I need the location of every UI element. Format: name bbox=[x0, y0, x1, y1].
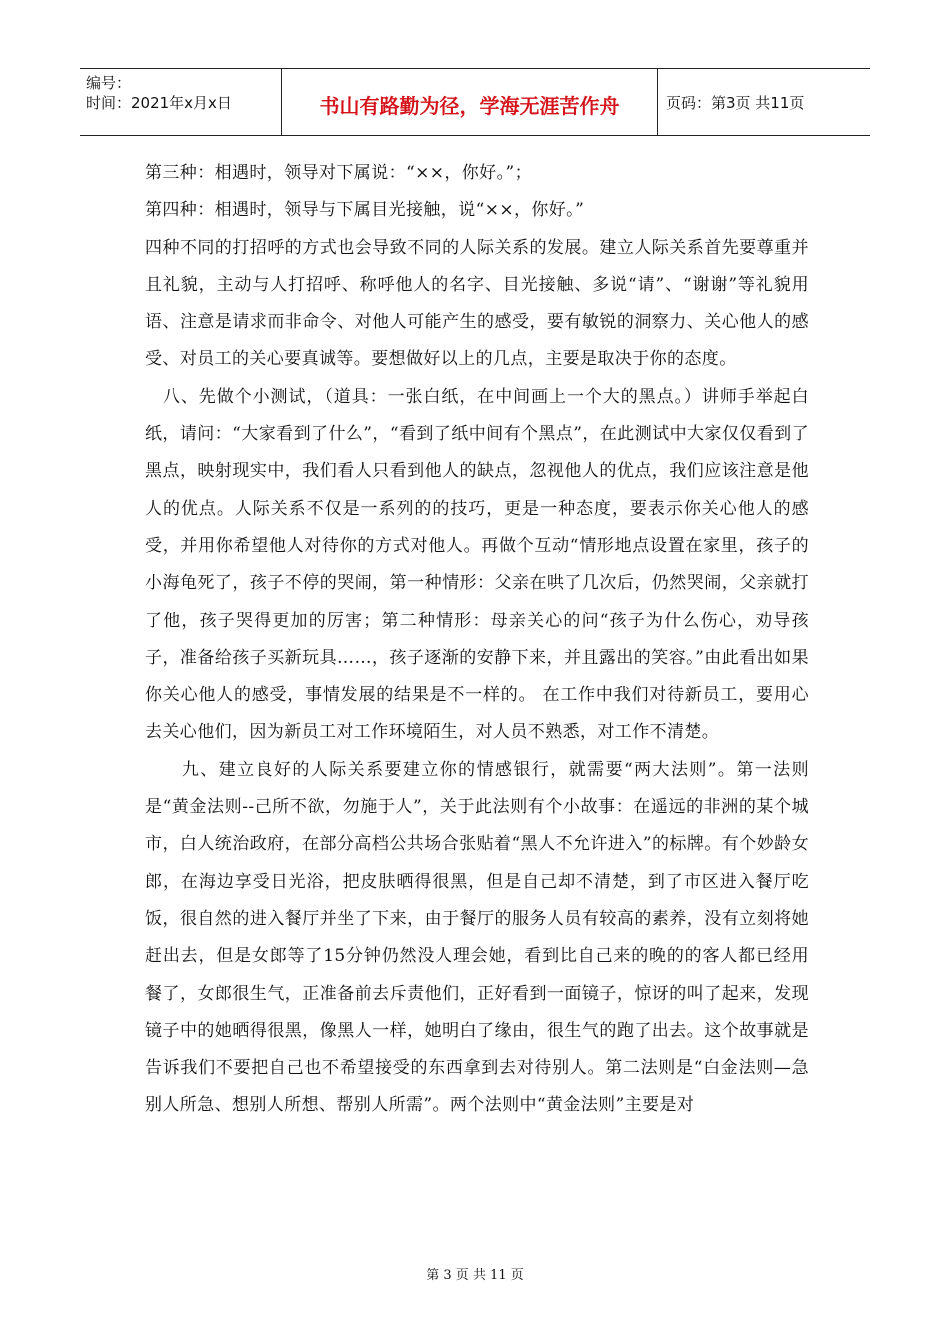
header-info-cell bbox=[80, 69, 282, 135]
header-page-label: 页码：第3页 共11页 bbox=[666, 93, 805, 112]
document-date-label: 时间：2021年x月x日 bbox=[86, 94, 232, 112]
header-motto: 书山有路勤为径，学海无涯苦作舟 bbox=[282, 69, 658, 135]
paragraph: 八、先做个小测试，（道具：一张白纸，在中间画上一个大的黑点。）讲师手举起白纸，请问：“大家看到了什么”，“看到了纸中间有个黑点”，在此测试中大家仅仅看到了黑点，映射现实中，我们看人只看到他人的缺点，忽视他人的优点，我们应该注意是他人的优点。人际关系不仅是一系列的的技巧，更是一种态度，要表示你关心他人的感受，并用你希望他人对待你的方式对他人。再做个互动“情形地点设置在家里，孩子的小海龟死了，孩子不停的哭闹，第一种情形：父亲在哄了几次后，仍然哭闹，父亲就打了他，孩子哭得更加的厉害；第二种情形：母亲关心的问“孩子为什么伤心，劝导孩子，准备给孩子买新玩具……，孩子逐渐的安静下来，并且露出的笑容。”由此看出如果你关心他人的感受，事情发展的结果是不一样的。 在工作中我们对待新员工，要用心去关心他们，因为新员工对工作环境陌生，对人员不熟悉，对工作不清楚。 bbox=[145, 386, 809, 743]
paragraph: 第四种：相遇时，领导与下属目光接触，说“××，你好。” bbox=[145, 200, 585, 221]
page-header bbox=[80, 68, 870, 136]
document-number-label: 编号： bbox=[86, 74, 132, 92]
paragraph: 第三种：相遇时，领导对下属说：“××，你好。”； bbox=[145, 163, 532, 183]
paragraph: 四种不同的打招呼的方式也会导致不同的人际关系的发展。建立人际关系首先要尊重并且礼貌，主动与人打招呼、称呼他人的名字、目光接触、多说“请”、“谢谢”等礼貌用语、注意是请求而非命令、对他人可能产生的感受，要有敏锐的洞察力、关心他人的感受、对员工的关心要真诚等。要想做好以上的几点，主要是取决于你的态度。 bbox=[145, 237, 809, 370]
paragraph: 九、建立良好的人际关系要建立你的情感银行，就需要“两大法则”。第一法则是“黄金法则--己所不欲，勿施于人”，关于此法则有个小故事：在遥远的非洲的某个城市，白人统治政府，在部分高档公共场合张贴着“黑人不允许进入”的标牌。有个妙龄女郎，在海边享受日光浴，把皮肤晒得很黑，但是自己却不清楚，到了市区进入餐厅吃饭，很自然的进入餐厅并坐了下来，由于餐厅的服务人员有较高的素养，没有立刻将她赶出去，但是女郎等了15分钟仍然没人理会她，看到比自己来的晚的的客人都已经用餐了，女郎很生气，正准备前去斥责他们，正好看到一面镜子，惊讶的叫了起来，发现镜子中的她晒得很黑，像黑人一样，她明白了缘由，很生气的跑了出去。这个故事就是告诉我们不要把自己也不希望接受的东西拿到去对待别人。第二法则是“白金法则—急别人所急、想别人所想、帮别人所需”。两个法则中“黄金法则”主要是对 bbox=[145, 759, 809, 1116]
page-footer: 第 3 页 共 11 页 bbox=[426, 1268, 524, 1283]
document-body bbox=[145, 155, 809, 1125]
